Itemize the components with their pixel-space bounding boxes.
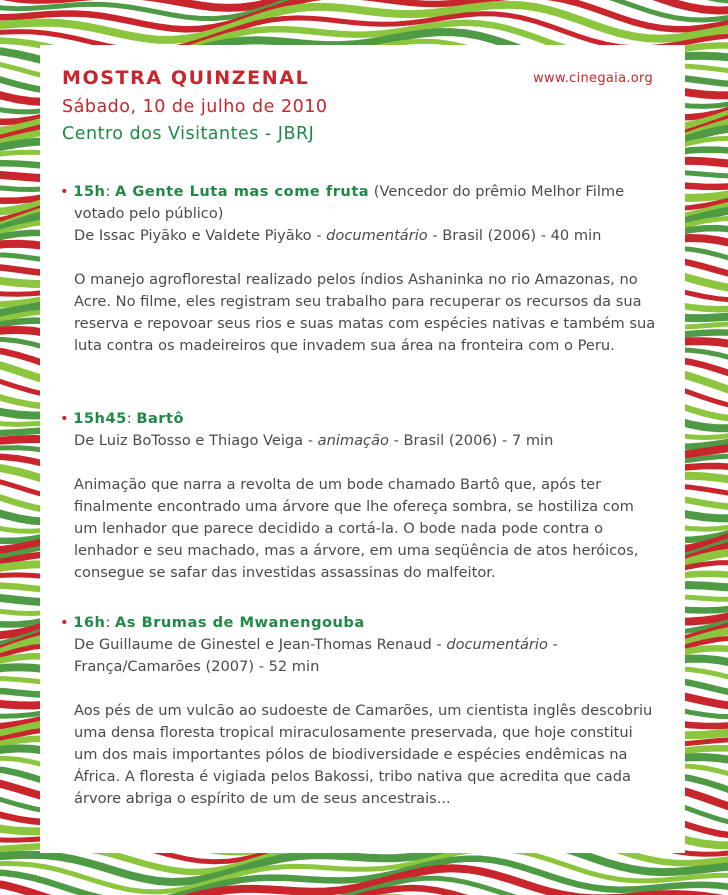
film-time: 16h — [73, 614, 106, 631]
film-genre: documentário — [446, 636, 548, 653]
film-directors: De Guillaume de Ginestel e Jean-Thomas Renaud - — [74, 636, 442, 653]
bullet-icon: • — [60, 614, 69, 631]
time-separator: : — [126, 410, 132, 427]
bullet-icon: • — [60, 183, 69, 200]
website-link[interactable]: www.cinegaia.org — [533, 71, 653, 86]
bullet-icon: • — [60, 410, 69, 427]
film-directors: De Luiz BoTosso e Thiago Veiga - — [74, 432, 314, 449]
film-entry — [60, 181, 660, 357]
film-info: - Brasil (2006) - 40 min — [432, 227, 602, 244]
film-credits — [60, 430, 660, 452]
film-credits — [60, 634, 660, 678]
film-genre: documentário — [326, 227, 428, 244]
film-title: Bartô — [136, 410, 184, 427]
film-info: - França/Camarões (2007) - 52 min — [74, 636, 558, 675]
time-separator: : — [105, 183, 111, 200]
film-heading — [60, 181, 660, 225]
film-note: (Vencedor do prêmio Melhor Filme votado pelo público) — [74, 183, 625, 222]
film-synopsis: Aos pés de um vulcão ao sudoeste de Camarões, um cientista inglês descobriu uma densa floresta tropical miraculosamente preservada, que hoje constitui um dos mais importantes pólos de biodiversidade e espécies endêmicas na África. A floresta é vigiada pelos Bakossi, tribo nativa que acredita que cada árvore abriga o espírito de um de seus ancestrais... — [74, 702, 653, 807]
film-genre: animação — [317, 432, 389, 449]
film-heading — [60, 612, 660, 634]
series-title: MOSTRA QUINZENAL — [62, 67, 310, 89]
program-card — [40, 45, 685, 853]
film-entry — [60, 612, 660, 810]
program-header — [62, 67, 653, 89]
film-credits — [60, 225, 660, 247]
film-title: A Gente Luta mas come fruta — [115, 183, 370, 200]
film-time: 15h — [73, 183, 106, 200]
film-title: As Brumas de Mwanengouba — [115, 614, 365, 631]
film-synopsis: Animação que narra a revolta de um bode chamado Bartô que, após ter finalmente encontrado uma árvore que lhe ofereça sombra, se hostiliza com um lenhador que parece decidido a cortá-la. O bode nada pode contra o lenhador e seu machado, mas a árvore, em uma seqüência de atos heróicos, consegue se safar das investidas assassinas do malfeitor. — [74, 476, 639, 581]
event-venue: Centro dos Visitantes - JBRJ — [62, 124, 315, 144]
film-directors: De Issac Piyãko e Valdete Piyãko - — [74, 227, 322, 244]
film-time: 15h45 — [73, 410, 127, 427]
time-separator: : — [105, 614, 111, 631]
film-synopsis: O manejo agroflorestal realizado pelos índios Ashaninka no rio Amazonas, no Acre. No filme, eles registram seu trabalho para recuperar os recursos da sua reserva e repovoar seus rios e suas matas com espécies nativas e também sua luta contra os madeireiros que invadem sua área na fronteira com o Peru. — [74, 271, 656, 354]
film-info: - Brasil (2006) - 7 min — [393, 432, 554, 449]
film-entry — [60, 408, 660, 584]
film-heading — [60, 408, 660, 430]
event-date: Sábado, 10 de julho de 2010 — [62, 97, 328, 117]
